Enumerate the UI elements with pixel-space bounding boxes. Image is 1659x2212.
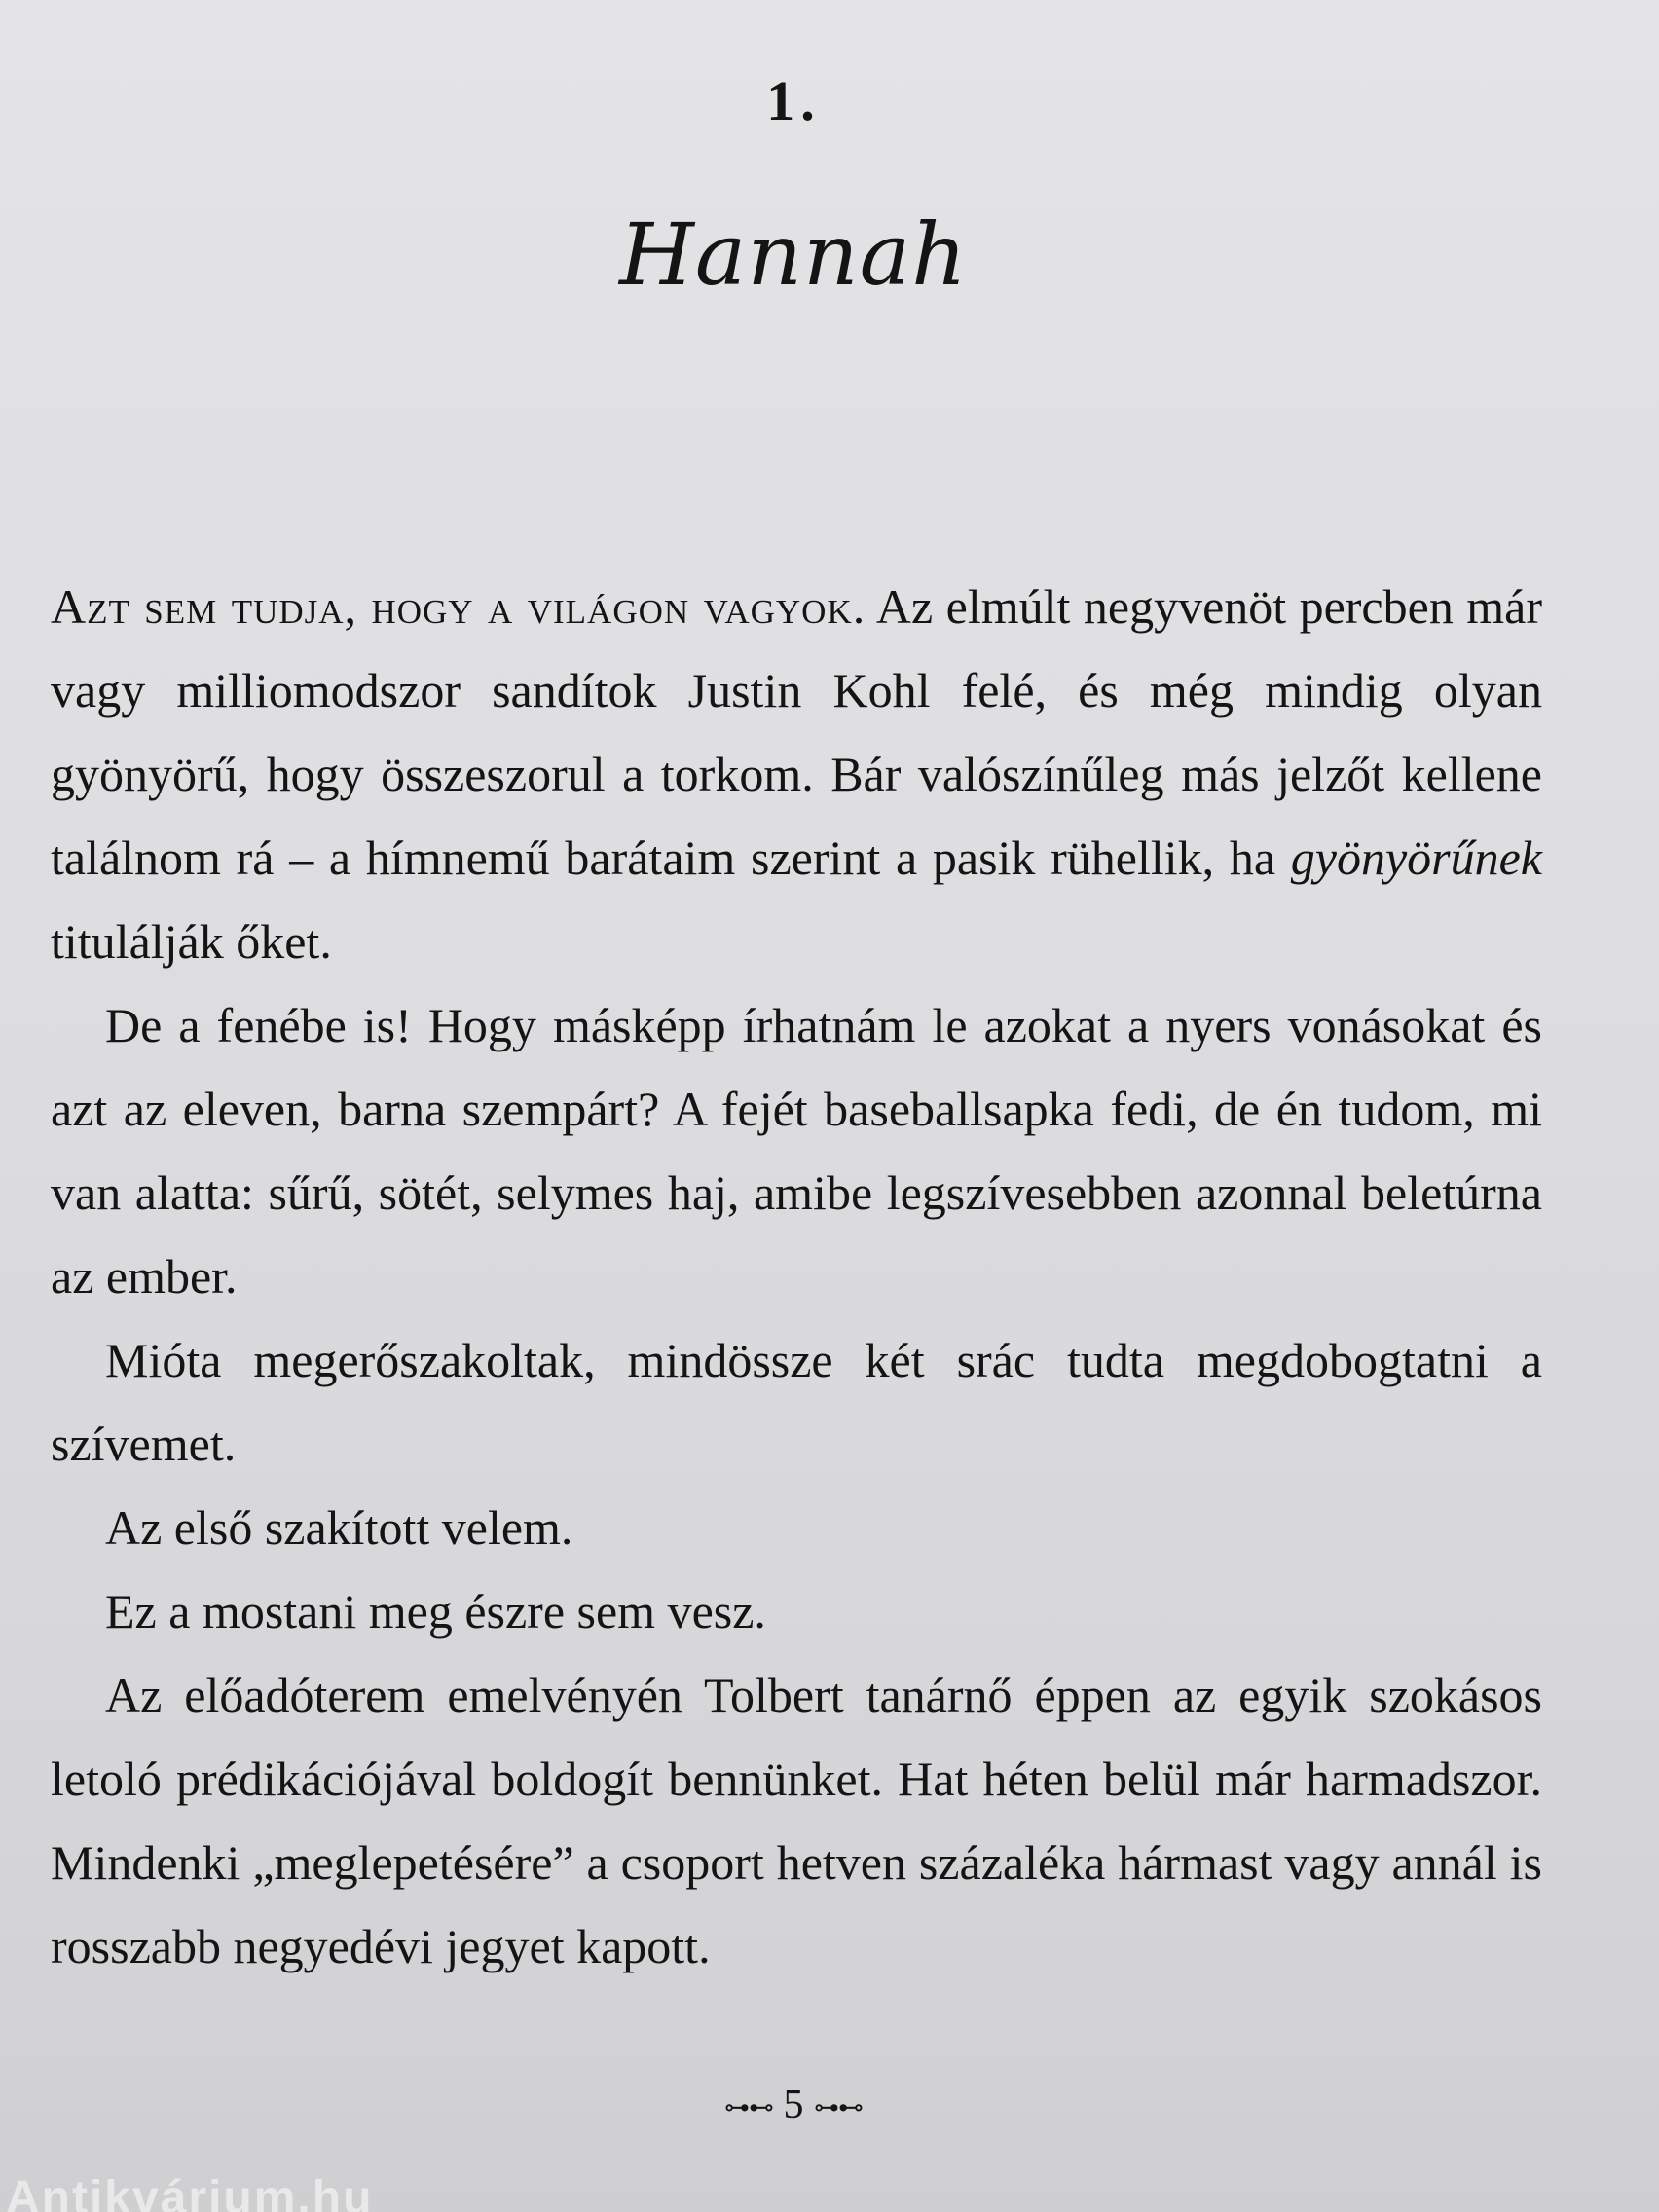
paragraph-1-text-before: Az elmúlt negyvenöt percben már vagy milliomodszor sandítok Justin Kohl felé, és még mindig olyan gyönyörű, hogy összeszorul a torkom. Bár valószínűleg más jelzőt kellene találnom rá – a hímnemű barátaim szerint a pasik rühellik, ha [51, 579, 1542, 885]
page-footer [0, 2082, 1587, 2128]
paragraph-1 [51, 565, 1542, 983]
chapter-number: 1. [766, 69, 821, 132]
ornament-left-icon: ⊶⊷ [724, 2093, 773, 2122]
ornament-right-icon: ⊶⊷ [814, 2093, 863, 2122]
paragraph-lead: Azt sem tudja, hogy a világon vagyok. [51, 579, 866, 634]
watermark: Antikvárium.hu [6, 2172, 374, 2212]
emphasized-word: gyönyörűnek [1290, 830, 1542, 885]
paragraph-2: De a fenébe is! Hogy másképp írhatnám le azokat a nyers vonásokat és azt az eleven, barna szempárt? A fejét baseballsapka fedi, de én tudom, mi van alatta: sűrű, sötét, selymes haj, amibe legszívesebben azonnal beletúrna az ember. [51, 998, 1542, 1304]
chapter-body [51, 565, 1542, 1988]
paragraph-1-text-after: titulálják őket. [51, 914, 332, 969]
chapter-title: Hannah [619, 204, 968, 305]
page-number: 5 [783, 2083, 804, 2127]
paragraph-3: Mióta megerőszakoltak, mindössze két srác tudta megdobogtatni a szívemet. [51, 1333, 1542, 1471]
paragraph-6: Az előadóterem emelvényén Tolbert tanárnő éppen az egyik szokásos letoló prédikációjával boldogít bennünket. Hat héten belül már harmadszor. Mindenki „meglepetésére” a csoport hetven százaléka hármast vagy annál is rosszabb negyedévi jegyet kapott. [51, 1668, 1542, 1973]
paragraph-5: Ez a mostani meg észre sem vesz. [105, 1584, 766, 1639]
paragraph-4: Az első szakított velem. [105, 1500, 573, 1555]
